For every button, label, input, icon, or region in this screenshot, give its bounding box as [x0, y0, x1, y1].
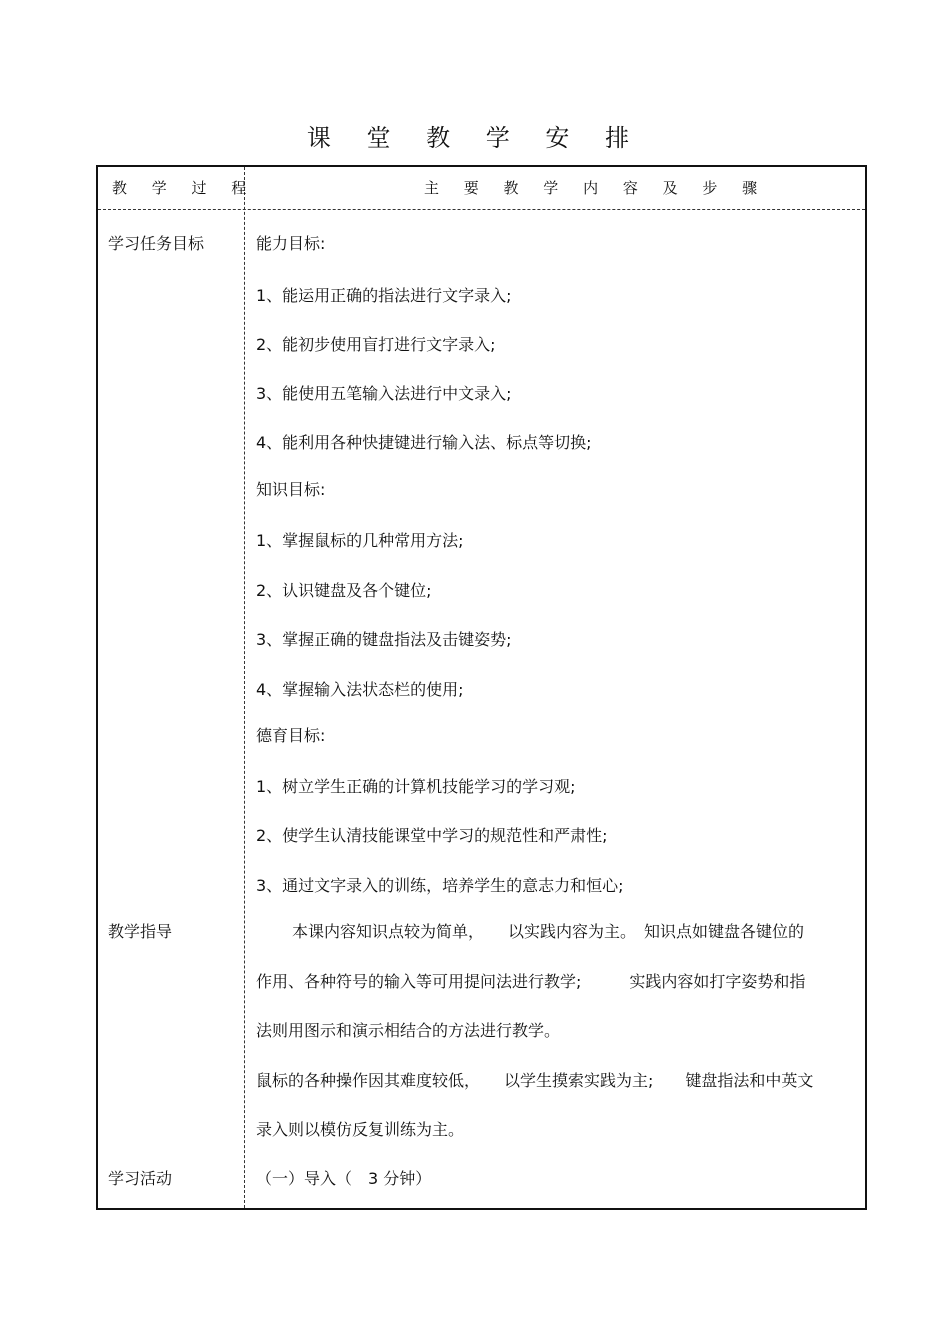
header-process: 教 学 过 程: [112, 179, 257, 197]
row-label-guidance: 教学指导: [108, 922, 173, 941]
activity-line: （一）导入（ 3 分钟）: [256, 1169, 432, 1188]
guidance-line: 作用、各种符号的输入等可用提问法进行教学; 实践内容如打字姿势和指: [256, 972, 806, 991]
objective-line: 能力目标:: [256, 234, 326, 253]
guidance-line: 鼠标的各种操作因其难度较低， 以学生摸索实践为主; 键盘指法和中英文: [256, 1071, 814, 1090]
objective-line: 3、掌握正确的键盘指法及击键姿势;: [256, 630, 512, 649]
objective-line: 德育目标:: [256, 726, 326, 745]
objective-line: 4、掌握输入法状态栏的使用;: [256, 680, 464, 699]
objective-line: 1、树立学生正确的计算机技能学习的学习观;: [256, 777, 576, 796]
header-content: 主 要 教 学 内 容 及 步 骤: [424, 179, 768, 197]
row-label-objectives: 学习任务目标: [108, 234, 205, 253]
page-title: 课 堂 教 学 安 排: [306, 124, 644, 152]
header-divider: [98, 209, 865, 210]
objective-line: 2、使学生认清技能课堂中学习的规范性和严肃性;: [256, 826, 608, 845]
guidance-line: 法则用图示和演示相结合的方法进行教学。: [256, 1021, 561, 1040]
objective-line: 2、认识键盘及各个键位;: [256, 581, 432, 600]
objective-line: 1、掌握鼠标的几种常用方法;: [256, 531, 464, 550]
guidance-line: 本课内容知识点较为简单， 以实践内容为主。 知识点如键盘各键位的: [292, 922, 805, 941]
guidance-line: 录入则以模仿反复训练为主。: [256, 1120, 465, 1139]
objective-line: 3、能使用五笔输入法进行中文录入;: [256, 384, 512, 403]
column-divider: [244, 167, 245, 1208]
objective-line: 4、能利用各种快捷键进行输入法、标点等切换;: [256, 433, 592, 452]
row-label-activities: 学习活动: [108, 1169, 173, 1188]
objective-line: 3、通过文字录入的训练，培养学生的意志力和恒心;: [256, 876, 624, 895]
lesson-table: [96, 165, 867, 1210]
objective-line: 知识目标:: [256, 480, 326, 499]
objective-line: 2、能初步使用盲打进行文字录入;: [256, 335, 496, 354]
objective-line: 1、能运用正确的指法进行文字录入;: [256, 286, 512, 305]
